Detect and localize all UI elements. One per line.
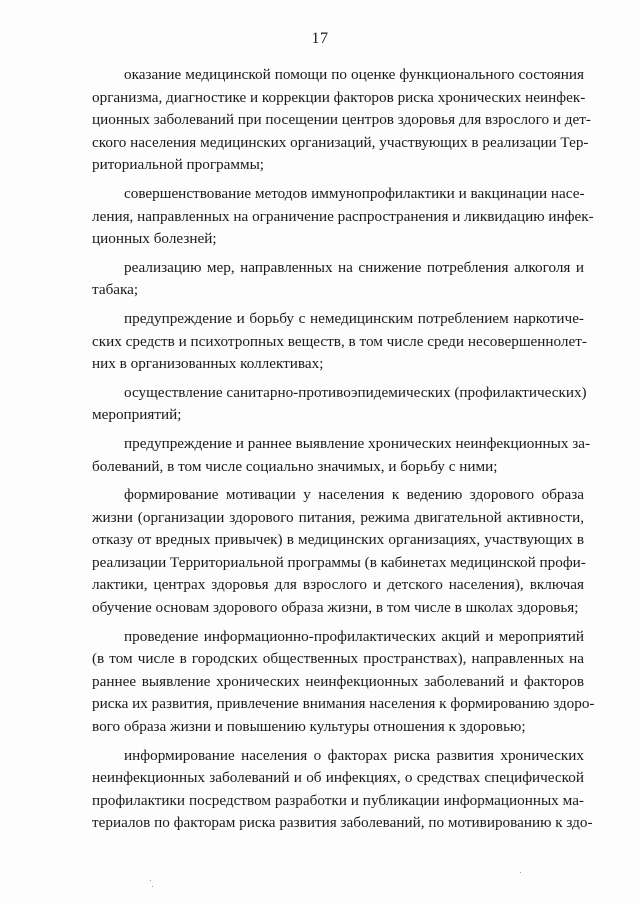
scan-speck (150, 880, 151, 881)
text-line: реализацию мер, направленных на снижение потребления алкоголя и (124, 258, 584, 276)
text-line: предупреждение и раннее выявление хронических неинфекционных за- (124, 434, 591, 452)
text-line: отказу от вредных привычек) в медицинских организациях, участвующих в (92, 531, 584, 549)
paragraph (92, 308, 587, 376)
page-number: 17 (311, 30, 329, 47)
text-line: болеваний, в том числе социально значимых, и борьбу с ними; (92, 457, 498, 475)
text-line: ционных болезней; (92, 230, 217, 248)
text-line: оказание медицинской помощи по оценке функционального состояния (124, 66, 584, 83)
text-line: риска их развития, привлечение внимания населения к формированию здоро- (92, 695, 595, 713)
text-line: лактики, центрах здоровья для взрослого и детского населения), включая (92, 576, 584, 594)
text-line: них в организованных коллективах; (92, 355, 324, 373)
paragraph (92, 382, 587, 427)
text-line: риториальной программы; (92, 156, 265, 174)
text-line: ления, направленных на ограничение распространения и ликвидацию инфек- (92, 207, 594, 225)
text-line: информирование населения о факторах риска развития хронических (124, 746, 584, 764)
scan-speck (520, 872, 521, 873)
text-line: проведение информационно-профилактических акций и мероприятий (124, 627, 584, 645)
paragraph (92, 745, 593, 835)
paragraph (92, 183, 594, 251)
scan-speck (152, 886, 153, 887)
text-line: осуществление санитарно-противоэпидемических (профилактических) (124, 383, 587, 401)
text-line: неинфекционных заболеваний и об инфекциях, о средствах специфической (92, 769, 584, 787)
text-line: вого образа жизни и повышению культуры отношения к здоровью; (92, 718, 526, 736)
text-line: совершенствование методов иммунопрофилактики и вакцинации насе- (124, 184, 585, 202)
text-line: табака; (92, 281, 139, 299)
text-line: (в том числе в городских общественных пространствах), направленных на (92, 650, 584, 668)
text-line: профилактики посредством разработки и публикации информационных ма- (92, 791, 584, 809)
text-line: мероприятий; (92, 406, 182, 424)
text-line: жизни (организации здорового питания, режима двигательной активности, (92, 508, 584, 526)
body-text (92, 64, 595, 841)
paragraph (92, 64, 591, 177)
paragraph (92, 626, 595, 739)
text-line: организма, диагностике и коррекции факторов риска хронических неинфек- (92, 88, 586, 106)
paragraph (92, 257, 584, 302)
text-line: формирование мотивации у населения к ведению здорового образа (124, 486, 584, 504)
text-line: предупреждение и борьбу с немедицинским потреблением наркотиче- (124, 309, 584, 327)
text-line: реализации Территориальной программы (в кабинетах медицинской профи- (92, 553, 586, 571)
text-line: ского населения медицинских организаций, участвующих в реализации Тер- (92, 133, 589, 151)
paragraph (92, 484, 584, 620)
text-line: раннее выявление хронических неинфекционных заболеваний и факторов (92, 672, 584, 690)
text-line: ских средств и психотропных веществ, в том числе среди несовершеннолет- (92, 332, 587, 350)
text-line: териалов по факторам риска развития заболеваний, по мотивированию к здо- (92, 814, 593, 832)
paragraph (92, 433, 591, 478)
text-line: ционных заболеваний при посещении центров здоровья для взрослого и дет- (92, 111, 591, 129)
text-line: обучение основам здорового образа жизни, в том числе в школах здоровья; (92, 599, 579, 617)
